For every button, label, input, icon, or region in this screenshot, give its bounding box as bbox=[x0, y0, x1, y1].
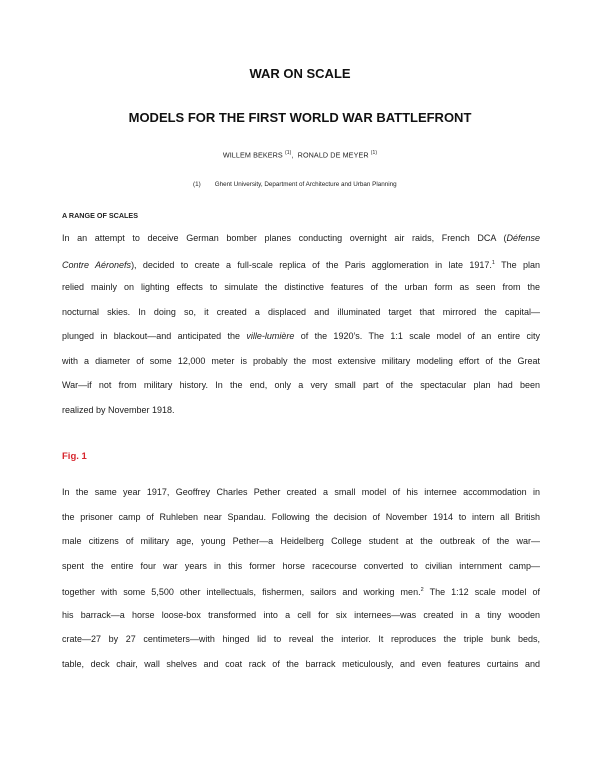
text-line: War—if not from military history. In the end, only a very small part of the spectacular plan had been bbox=[62, 380, 540, 390]
footnote-mark[interactable]: 2 bbox=[420, 587, 424, 593]
text-line: nocturnal skies. In doing so, it created a displaced and illuminated target that mirrored the capital— bbox=[62, 306, 540, 317]
text-line: spent the entire four war years in this former horse racecourse converted to civilian internment camp— bbox=[62, 560, 540, 571]
affiliation bbox=[193, 181, 397, 188]
author-affiliation-mark: (1) bbox=[370, 150, 378, 156]
authors-line: WILLEM BEKERS $^{(1)}$, RONALD DE MEYER $^{(1)}$ bbox=[222, 150, 378, 160]
text-line: table, deck chair, wall shelves and coat rack of the barrack meticulously, and even features curtains and bbox=[62, 658, 540, 669]
text-line: plunged in blackout—and anticipated the ville-lumière of the 1920’s. The 1:1 scale model of an entire city bbox=[62, 331, 540, 341]
figure-reference[interactable]: Fig. 1 bbox=[62, 451, 87, 462]
paragraph-2 bbox=[62, 480, 540, 676]
text-line: relied mainly on lighting effects to simulate the distinctive features of the urban form as seen from the bbox=[62, 282, 540, 292]
footnote-mark[interactable]: 1 bbox=[491, 259, 495, 266]
text-line: crate—27 by 27 centimeters—with hinged lid to reveal the interior. It reproduces the triple bunk beds, bbox=[62, 634, 540, 644]
text-line: his barrack—a horse loose-box transformed into a cell for six internees—was created in a tiny wooden bbox=[62, 609, 540, 620]
author-name: WILLEM BEKERS bbox=[222, 150, 283, 160]
author-name: RONALD DE MEYER bbox=[297, 150, 369, 160]
page-subtitle: MODELS FOR THE FIRST WORLD WAR BATTLEFRONT bbox=[128, 110, 472, 125]
text-line: In an attempt to deceive German bomber planes conducting overnight air raids, French DCA (Défense bbox=[62, 233, 540, 243]
text-line: Contre Aéronefs), decided to create a full-scale replica of the Paris agglomeration in late 1917.$^1$ The plan bbox=[62, 259, 540, 270]
text-line: with a diameter of some 12,000 meter is probably the most extensive military modeling effort of the Great bbox=[62, 355, 540, 366]
section-heading: A RANGE OF SCALES bbox=[62, 211, 139, 220]
text-line: male citizens of military age, young Pether—a Heidelberg College student at the outbreak of the war— bbox=[62, 536, 540, 546]
author-affiliation-mark: (1) bbox=[284, 150, 292, 156]
text-line: realized by November 1918. bbox=[62, 404, 175, 415]
text-line: In the same year 1917, Geoffrey Charles Pether created a small model of his internee accommodation in bbox=[62, 487, 540, 497]
text-line: the prisoner camp of Ruhleben near Spandau. Following the decision of November 1914 to intern all British bbox=[62, 511, 540, 522]
affiliation-number: (1) bbox=[193, 181, 201, 188]
text-line: together with some 5,500 other intellectuals, fishermen, sailors and working men.$^2$ The 1:12 scale model of bbox=[62, 587, 540, 597]
page-title: WAR ON SCALE bbox=[249, 66, 351, 81]
paragraph-1 bbox=[62, 226, 540, 422]
affiliation-text: Ghent University, Department of Architecture and Urban Planning bbox=[214, 181, 397, 188]
